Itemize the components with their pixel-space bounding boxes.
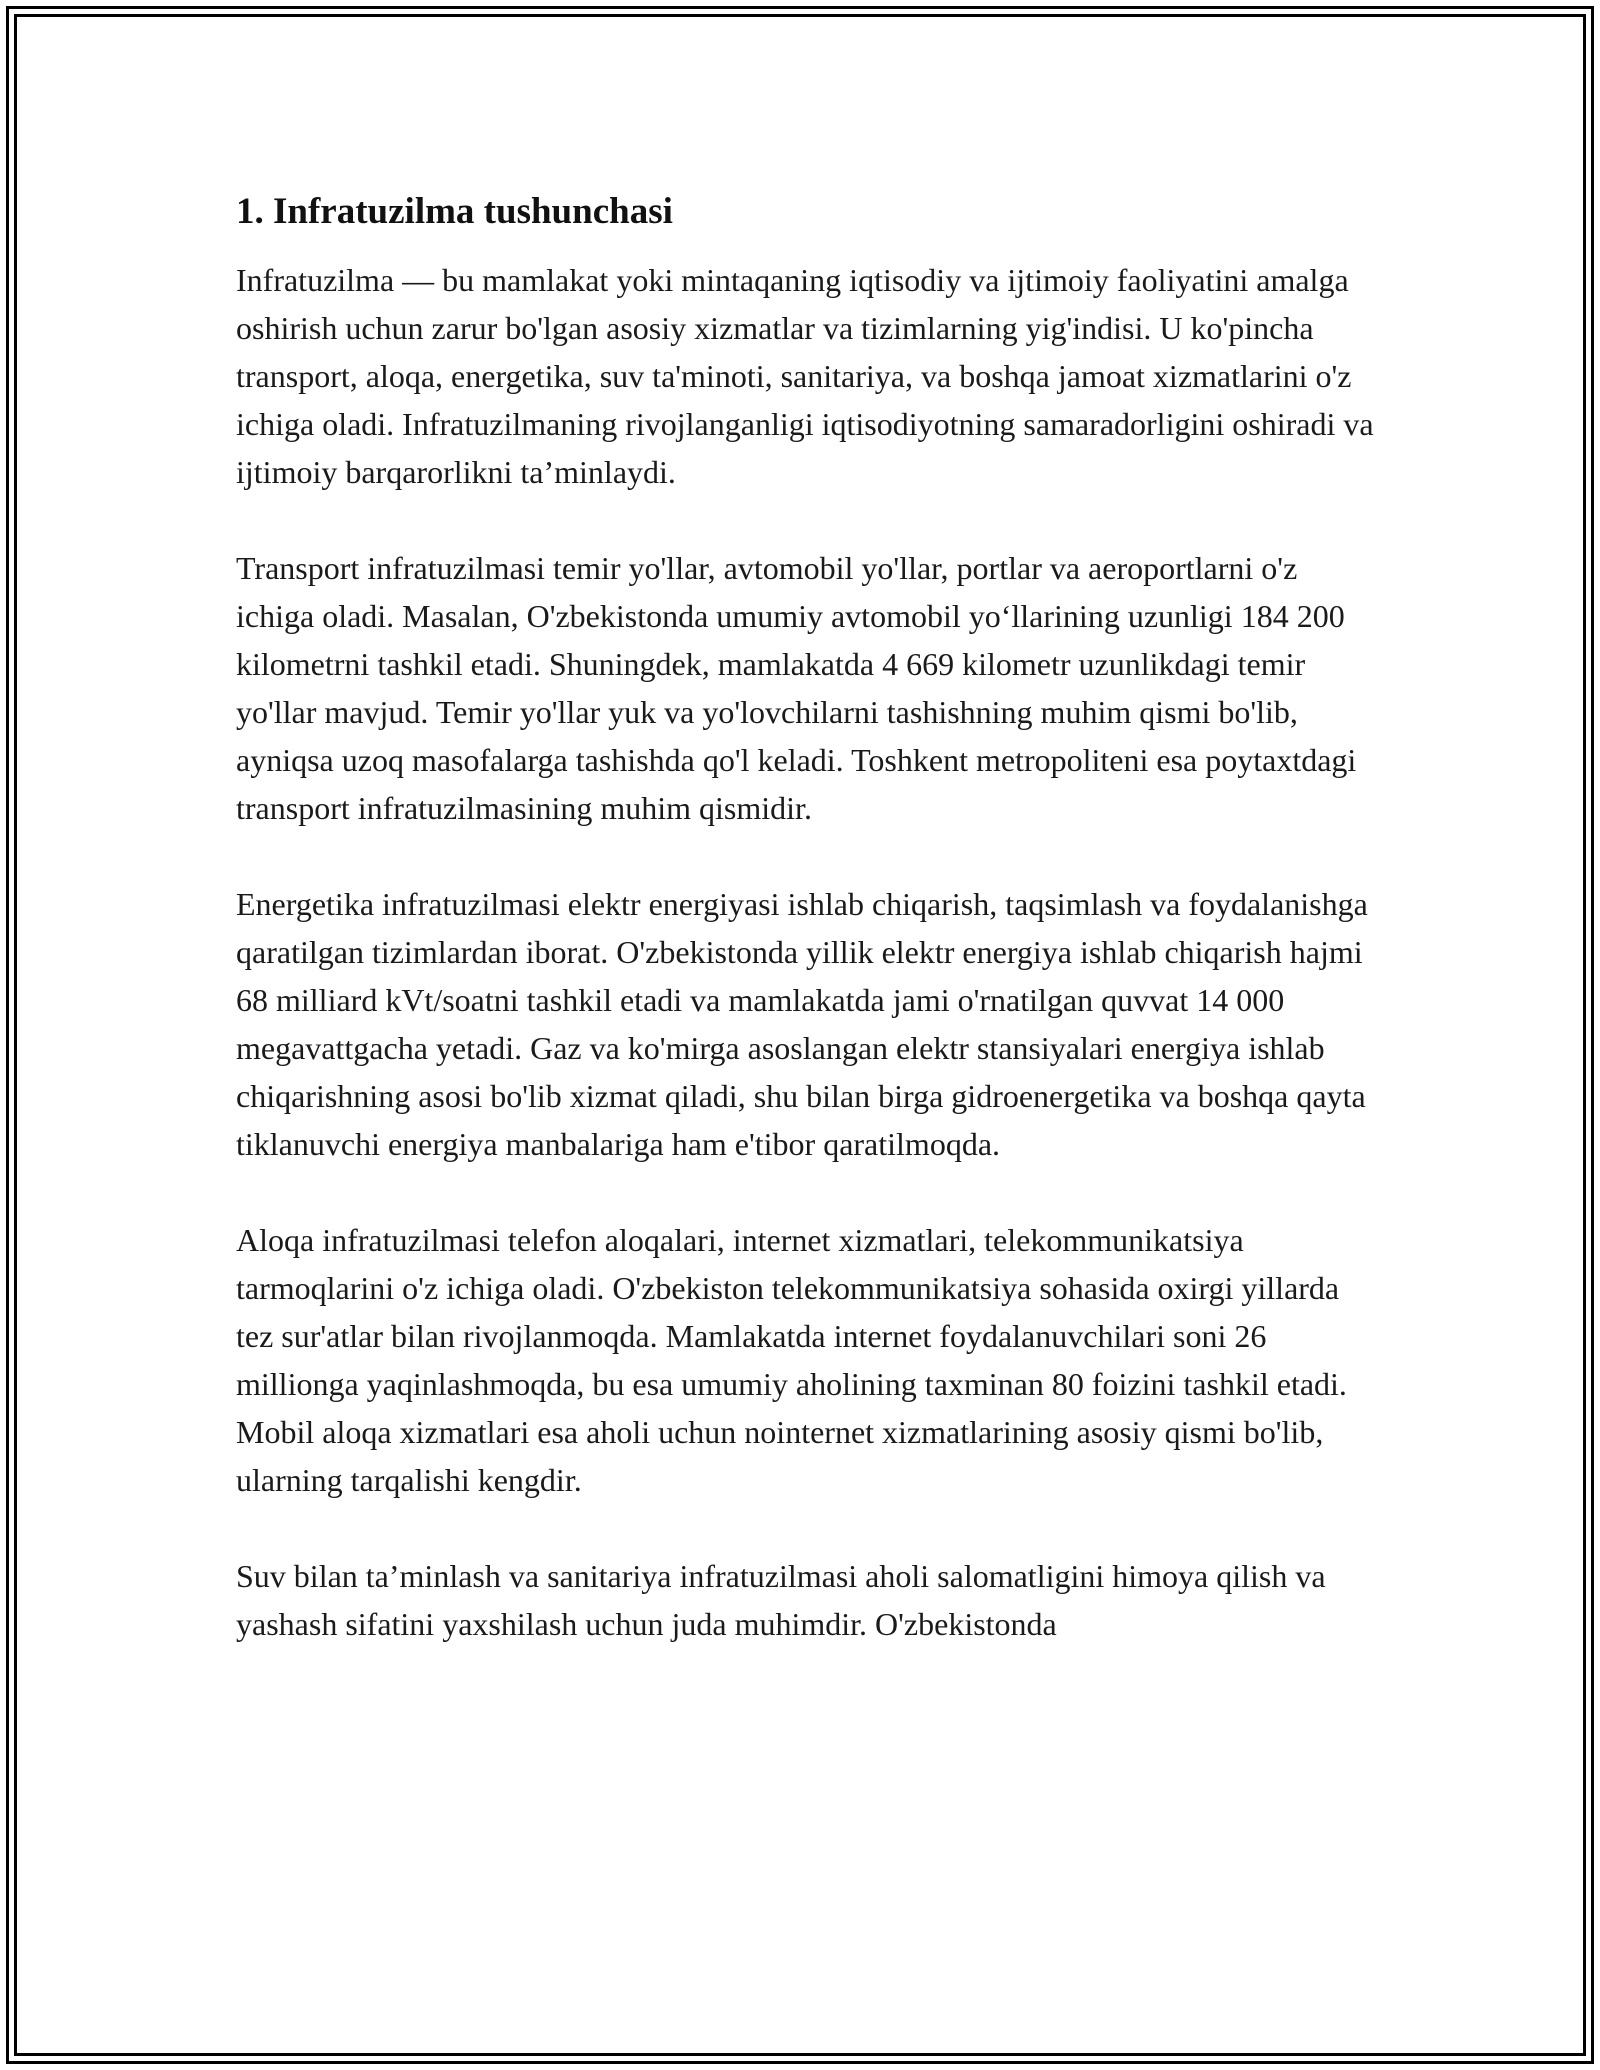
paragraph-transport: Transport infratuzilmasi temir yo'llar, avtomobil yo'llar, portlar va aeroportlarni o'z ichiga oladi. Masalan, O'zbekistonda umumiy avtomobil yo‘llarining uzunligi 184 200 kilometrni tashkil etadi. Shuningdek, mamlakatda 4 669 kilometr uzunlikdagi temir yo'llar mavjud. Temir yo'llar yuk va yo'lovchilarni tashishning muhim qismi bo'lib, ayniqsa uzoq masofalarga tashishda qo'l keladi. Toshkent metropoliteni esa poytaxtdagi transport infratuzilmasining muhim qismidir.	[236, 550, 1357, 826]
paragraph-definition: Infratuzilma — bu mamlakat yoki mintaqaning iqtisodiy va ijtimoiy faoliyatini amalga oshirish uchun zarur bo'lgan asosiy xizmatlar va tizimlarning yig'indisi. U ko'pincha transport, aloqa, energetika, suv ta'minoti, sanitariya, va boshqa jamoat xizmatlarini o'z ichiga oladi. Infratuzilmaning rivojlanganligi iqtisodiyotning samaradorligini oshiradi va ijtimoiy barqarorlikni ta’minlaydi.	[236, 262, 1374, 490]
paragraph-water-sanitation: Suv bilan ta’minlash va sanitariya infratuzilmasi aholi salomatligini himoya qilish va yashash sifatini yaxshilash uchun juda muhimdir. O'zbekistonda	[236, 1558, 1326, 1642]
section-heading: 1. Infratuzilma tushunchasi	[236, 191, 673, 232]
document-body	[236, 188, 1376, 1648]
paragraph-energy: Energetika infratuzilmasi elektr energiyasi ishlab chiqarish, taqsimlash va foydalanishga qaratilgan tizimlardan iborat. O'zbekistonda yillik elektr energiya ishlab chiqarish hajmi 68 milliard kVt/soatni tashkil etadi va mamlakatda jami o'rnatilgan quvvat 14 000 megavattgacha yetadi. Gaz va ko'mirga asoslangan elektr stansiyalari energiya ishlab chiqarishning asosi bo'lib xizmat qiladi, shu bilan birga gidroenergetika va boshqa qayta tiklanuvchi energiya manbalariga ham e'tibor qaratilmoqda.	[236, 886, 1368, 1162]
paragraph-communication: Aloqa infratuzilmasi telefon aloqalari, internet xizmatlari, telekommunikatsiya tarmoqlarini o'z ichiga oladi. O'zbekiston telekommunikatsiya sohasida oxirgi yillarda tez sur'atlar bilan rivojlanmoqda. Mamlakatda internet foydalanuvchilari soni 26 millionga yaqinlashmoqda, bu esa umumiy aholining taxminan 80 foizini tashkil etadi. Mobil aloqa xizmatlari esa aholi uchun nointernet xizmatlarining asosiy qismi bo'lib, ularning tarqalishi kengdir.	[236, 1222, 1347, 1498]
